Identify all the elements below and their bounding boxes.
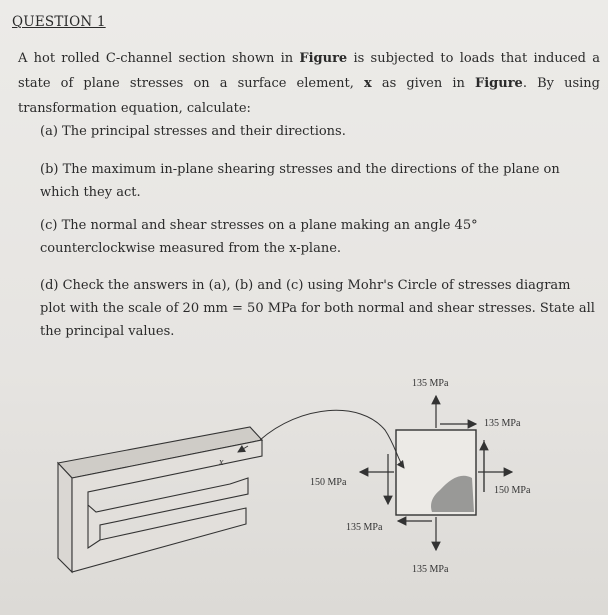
question-item-a bbox=[40, 120, 596, 143]
bottom-normal-label: 135 MPa bbox=[412, 564, 449, 575]
intro-text-2: is subjected to loads that induced a state of plane stresses on a surface element, bbox=[18, 51, 600, 91]
c-channel-drawing bbox=[58, 427, 262, 572]
item-text: The maximum in-plane shearing stresses and the directions of the plane on which they act. bbox=[40, 162, 560, 200]
question-item-b bbox=[40, 158, 596, 204]
question-item-d bbox=[40, 274, 596, 343]
item-text: The principal stresses and their directions. bbox=[62, 124, 346, 139]
axis-x-label: x bbox=[219, 457, 224, 468]
element-pointer-curve bbox=[260, 410, 404, 468]
question-item-c bbox=[40, 214, 596, 260]
item-label: (c) bbox=[40, 218, 58, 233]
channel-web-side bbox=[58, 463, 72, 572]
intro-paragraph bbox=[18, 46, 600, 121]
channel-stress-figure bbox=[0, 360, 608, 615]
top-normal-label: 135 MPa bbox=[412, 378, 449, 389]
item-label: (d) bbox=[40, 278, 59, 293]
item-label: (a) bbox=[40, 124, 58, 139]
intro-text-4: . By using transformation equation, calculate: bbox=[18, 76, 600, 116]
element-x-reference: x bbox=[363, 76, 372, 91]
intro-text-1: A hot rolled C-channel section shown in bbox=[18, 51, 300, 66]
figure-reference-2: Figure bbox=[475, 76, 523, 91]
figure-reference-1: Figure bbox=[299, 51, 348, 66]
item-text: Check the answers in (a), (b) and (c) using Mohr's Circle of stresses diagram plot with the scale of 20 mm = 50 MPa for both normal and shear stresses. State all the principal values. bbox=[40, 278, 595, 339]
right-normal-label: 150 MPa bbox=[494, 485, 531, 496]
left-normal-label: 150 MPa bbox=[310, 477, 347, 488]
intro-text-3: as given in bbox=[371, 76, 475, 91]
item-label: (b) bbox=[40, 162, 59, 177]
question-heading: QUESTION 1 bbox=[12, 14, 106, 30]
top-shear-label: 135 MPa bbox=[484, 418, 521, 429]
bottom-shear-label: 135 MPa bbox=[346, 522, 383, 533]
item-text: The normal and shear stresses on a plane making an angle 45° counterclockwise measured from the x-plane. bbox=[40, 218, 478, 256]
